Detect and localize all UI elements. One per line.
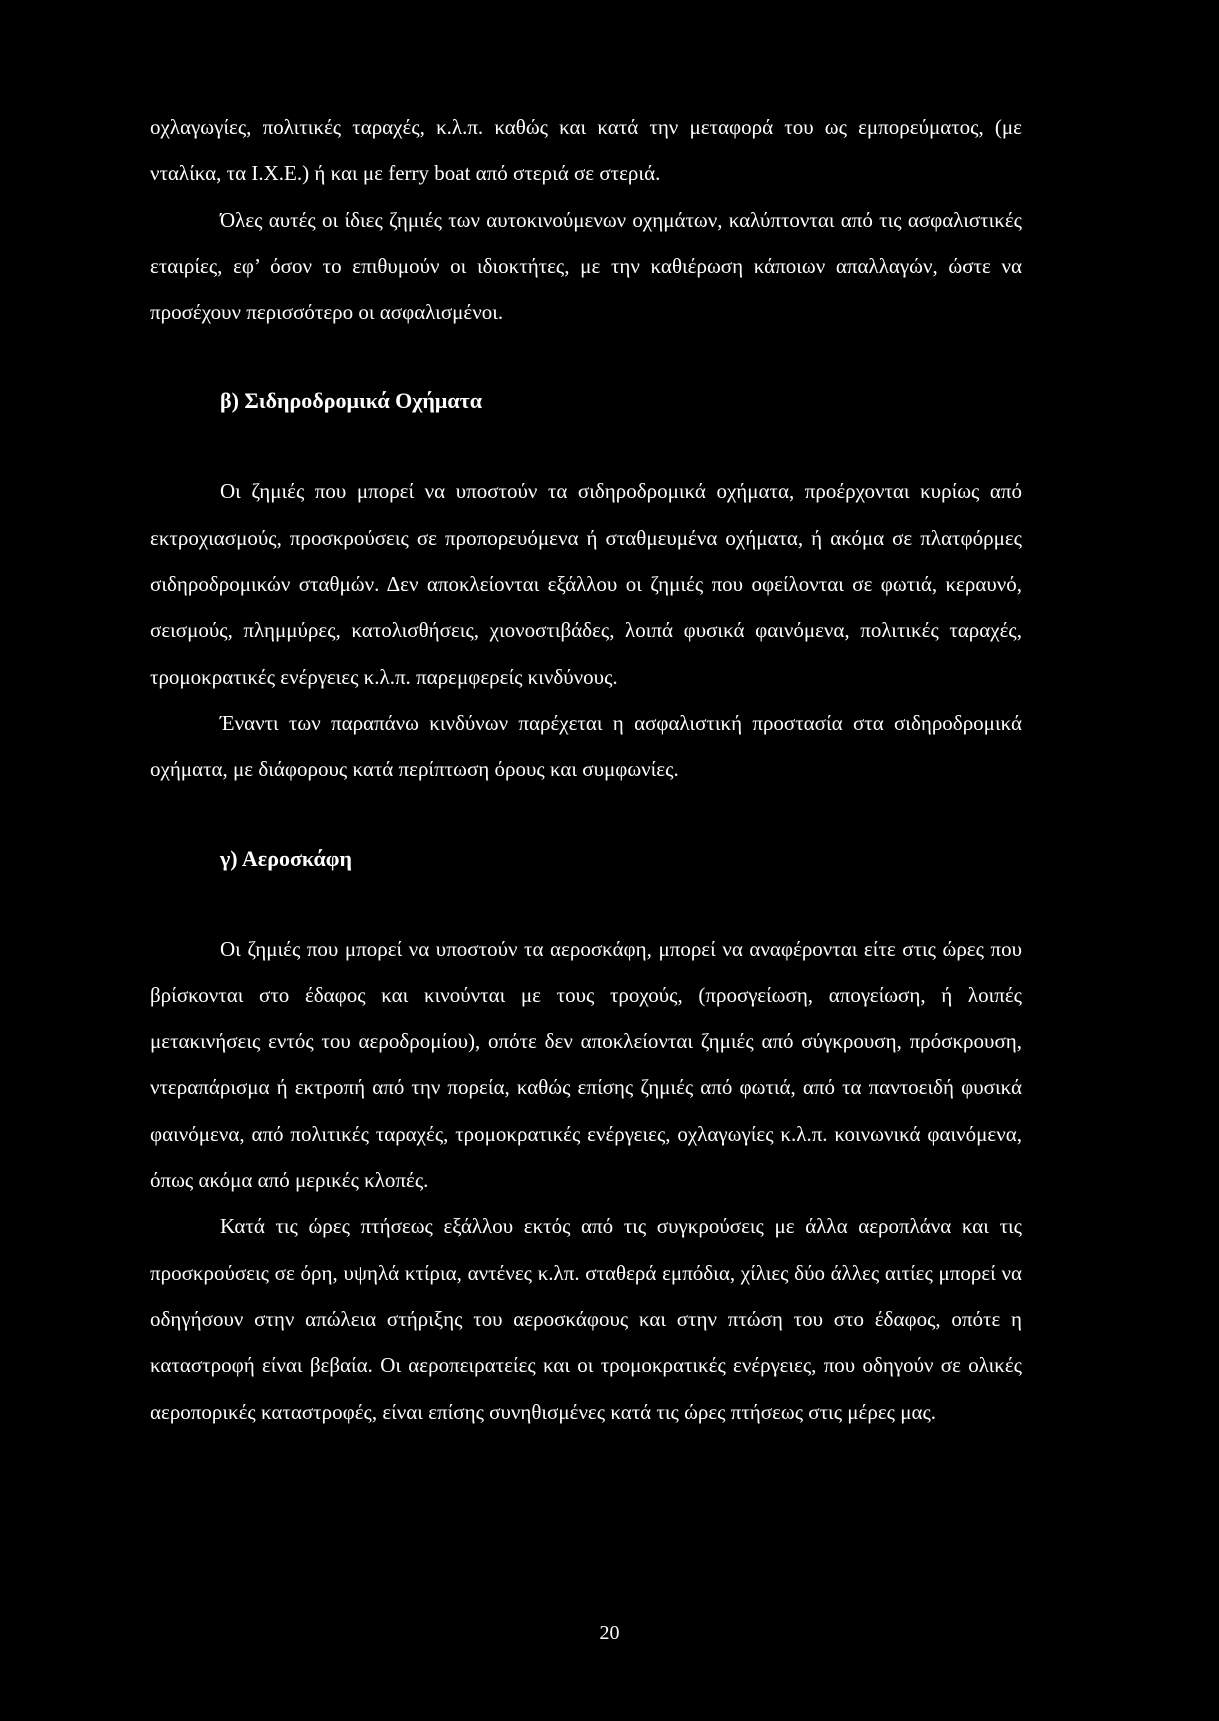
spacer — [150, 424, 1022, 468]
spacer — [150, 793, 1022, 836]
paragraph-insurance-coverage: Όλες αυτές οι ίδιες ζημιές των αυτοκινούμενων οχημάτων, καλύπτονται από τις ασφαλιστικές εταιρίες, εφ’ όσον το επιθυμούν οι ιδιοκτήτες, με την καθιέρωση κάποιων απαλλαγών, ώστε να προσέχουν περισσότερο οι ασφαλισμένοι. — [150, 207, 1022, 325]
paragraph-railway-protection: Έναντι των παραπάνω κινδύνων παρέχεται η ασφαλιστική προστασία στα σιδηροδρομικά οχήματα, με διάφορους κατά περίπτωση όρους και συμφωνίες. — [150, 710, 1022, 782]
document-page — [150, 104, 1022, 1435]
spacer — [150, 882, 1022, 926]
paragraph-aircraft-ground-damages: Οι ζημιές που μπορεί να υποστούν τα αεροσκάφη, μπορεί να αναφέρονται είτε στις ώρες που βρίσκονται στο έδαφος και κινούνται με τους τροχούς, (προσγείωση, απογείωση, ή λοιπές μετακινήσεις εντός του αεροδρομίου), οπότε δεν αποκλείονται ζημιές από σύγκρουση, πρόσκρουση, ντεραπάρισμα ή εκτροπή από την πορεία, καθώς επίσης ζημιές από φωτιά, από τα παντοειδή φυσικά φαινόμενα, από πολιτικές ταραχές, τρομοκρατικές ενέργειες, οχλαγωγίες κ.λ.π. κοινωνικά φαινόμενα, όπως ακόμα από μερικές κλοπές. — [150, 936, 1022, 1193]
section-heading-railway-vehicles: β) Σιδηροδρομικά Οχήματα — [220, 388, 483, 414]
page-number: 20 — [599, 1622, 620, 1644]
paragraph-aircraft-flight-damages: Κατά τις ώρες πτήσεως εξάλλου εκτός από τις συγκρούσεις με άλλα αεροπλάνα και τις προσκρούσεις σε όρη, υψηλά κτίρια, αντένες κ.λπ. σταθερά εμπόδια, χίλιες δύο άλλες αιτίες μπορεί να οδηγήσουν στην απώλεια στήριξης του αεροσκάφους και στην πτώση του στο έδαφος, οπότε η καταστροφή είναι βεβαία. Οι αεροπειρατείες και οι τρομοκρατικές ενέργειες, που οδηγούν σε ολικές αεροπορικές καταστροφές, είναι επίσης συνηθισμένες κατά τις ώρες πτήσεως στις μέρες μας. — [150, 1214, 1022, 1424]
spacer — [150, 335, 1022, 378]
paragraph-railway-damages: Οι ζημιές που μπορεί να υποστούν τα σιδηροδρομικά οχήματα, προέρχονται κυρίως από εκτροχιασμούς, προσκρούσεις σε προπορευόμενα ή σταθμευμένα οχήματα, ή ακόμα σε πλατφόρμες σιδηροδρομικών σταθμών. Δεν αποκλείονται εξάλλου οι ζημιές που οφείλονται σε φωτιά, κεραυνό, σεισμούς, πλημμύρες, κατολισθήσεις, χιονοστιβάδες, λοιπά φυσικά φαινόμενα, πολιτικές ταραχές, τρομοκρατικές ενέργειες κ.λ.π. παρεμφερείς κινδύνους. — [150, 479, 1022, 689]
paragraph-transport-damages: οχλαγωγίες, πολιτικές ταραχές, κ.λ.π. καθώς και κατά την μεταφορά του ως εμπορεύματος, (με νταλίκα, τα Ι.Χ.Ε.) ή και με ferry boat από στεριά σε στεριά. — [150, 115, 1022, 186]
section-heading-aircraft: γ) Αεροσκάφη — [220, 845, 353, 871]
